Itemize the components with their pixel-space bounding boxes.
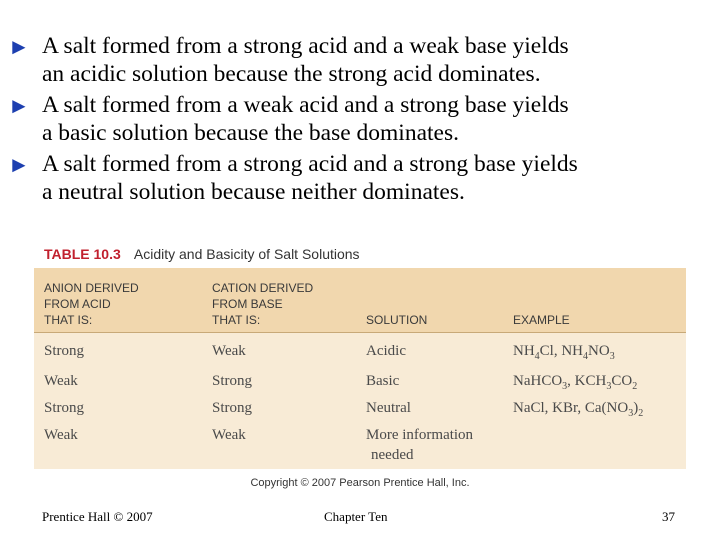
table-header-divider xyxy=(34,332,686,333)
formula-subscript: 3 xyxy=(562,381,568,392)
bullet-text-line: a neutral solution because neither dominates. xyxy=(42,179,465,205)
bullet-text-line: A salt formed from a weak acid and a strong base yields xyxy=(42,92,569,118)
salt-acidity-table xyxy=(34,268,686,469)
cell-cation: Strong xyxy=(212,373,253,389)
cell-cation: Weak xyxy=(212,343,246,359)
header-cation-line: CATION DERIVED xyxy=(212,281,314,295)
arrow-bullet-icon: ► xyxy=(8,93,30,118)
formula-part: , KCH xyxy=(567,373,607,389)
cell-solution-line: needed xyxy=(371,447,414,463)
formula-subscript: 2 xyxy=(632,381,638,392)
bullet-text-line: A salt formed from a strong acid and a weak base yields xyxy=(42,33,569,59)
footer-publisher: Prentice Hall © 2007 xyxy=(42,509,153,524)
formula-subscript: 2 xyxy=(638,408,644,419)
formula-subscript: 3 xyxy=(606,381,612,392)
cell-example xyxy=(513,341,615,367)
cell-solution: Neutral xyxy=(366,400,411,416)
formula-part: Cl, NH xyxy=(539,343,584,359)
cell-anion: Weak xyxy=(44,373,78,389)
formula-part: ) xyxy=(633,400,639,416)
header-example: EXAMPLE xyxy=(513,313,570,327)
bullet-text-line: a basic solution because the base dominates. xyxy=(42,120,459,146)
cell-solution: Basic xyxy=(366,373,400,389)
cell-solution xyxy=(366,425,473,465)
formula-part: NaCl, KBr, Ca(NO xyxy=(513,400,629,416)
bullet-text-line: an acidic solution because the strong acid dominates. xyxy=(42,61,541,87)
formula-part: NH xyxy=(513,343,535,359)
formula-part: NO xyxy=(588,343,610,359)
footer-page-number: 37 xyxy=(662,509,675,524)
formula-subscript: 3 xyxy=(609,351,615,362)
cell-solution-line: More information xyxy=(366,427,474,443)
header-anion-line: ANION DERIVED xyxy=(44,281,139,295)
bullet-item xyxy=(8,32,708,88)
cell-anion: Strong xyxy=(44,343,85,359)
cell-anion: Strong xyxy=(44,400,85,416)
table-caption xyxy=(44,246,360,262)
formula-subscript: 4 xyxy=(583,351,589,362)
arrow-bullet-icon: ► xyxy=(8,34,30,59)
cell-example xyxy=(513,398,643,424)
header-cation-line: FROM BASE xyxy=(212,297,283,311)
header-anion-line: FROM ACID xyxy=(44,297,111,311)
table-number: TABLE 10.3 xyxy=(44,246,121,262)
copyright-notice: Copyright © 2007 Pearson Prentice Hall, Inc. xyxy=(250,477,470,489)
footer-chapter: Chapter Ten xyxy=(324,509,388,524)
formula-subscript: 3 xyxy=(628,408,634,419)
arrow-bullet-icon: ► xyxy=(8,152,30,177)
bullet-item xyxy=(8,150,708,206)
formula-part: CO xyxy=(611,373,633,389)
cell-solution: Acidic xyxy=(366,343,406,359)
header-solution: SOLUTION xyxy=(366,313,428,327)
header-cation-line: THAT IS: xyxy=(212,313,261,327)
bullet-text-line: A salt formed from a strong acid and a strong base yields xyxy=(42,151,578,177)
cell-anion: Weak xyxy=(44,427,78,443)
header-anion xyxy=(44,280,139,328)
header-anion-line: THAT IS: xyxy=(44,313,93,327)
bullet-item xyxy=(8,91,708,147)
bullet-list xyxy=(8,32,708,209)
cell-cation: Strong xyxy=(212,400,253,416)
table-title: Acidity and Basicity of Salt Solutions xyxy=(133,246,360,262)
cell-example xyxy=(513,371,637,397)
formula-part: NaHCO xyxy=(513,373,563,389)
formula-subscript: 4 xyxy=(534,351,540,362)
header-cation xyxy=(212,280,313,328)
cell-cation: Weak xyxy=(212,427,246,443)
